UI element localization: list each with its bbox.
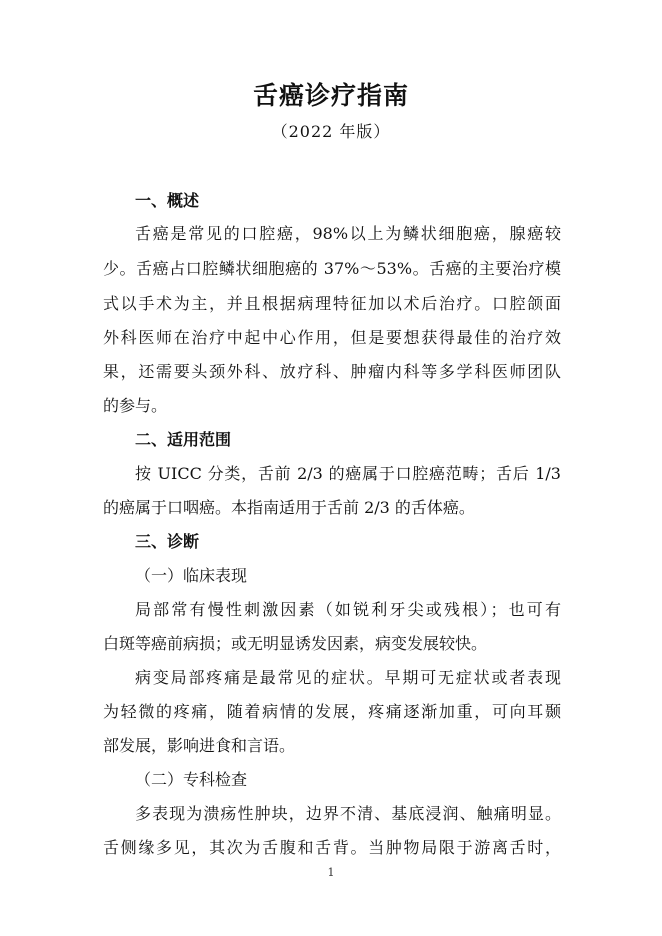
paragraph-line: 的参与。 [103, 396, 168, 415]
section-heading-scope: 二、适用范围 [135, 430, 232, 449]
paragraph-line: 为轻微的疼痛，随着病情的发展，疼痛逐渐加重，可向耳颞 [103, 702, 561, 721]
paragraph-line: 病变局部疼痛是最常见的症状。早期可无症状或者表现 [135, 668, 561, 687]
paragraph-line: 舌侧缘多见，其次为舌腹和舌背。当肿物局限于游离舌时， [103, 838, 561, 857]
paragraph-line: 舌癌是常见的口腔癌，98%以上为鳞状细胞癌，腺癌较 [135, 224, 561, 243]
paragraph-line: 式以手术为主，并且根据病理特征加以术后治疗。口腔颌面 [103, 294, 561, 313]
paragraph-line: 局部常有慢性刺激因素（如锐利牙尖或残根）；也可有 [135, 600, 561, 619]
paragraph-line: 少。舌癌占口腔鳞状细胞癌的 37%～53%。舌癌的主要治疗模 [103, 259, 561, 278]
paragraph-line: 部发展，影响进食和言语。 [103, 736, 296, 755]
paragraph-line: 的癌属于口咽癌。本指南适用于舌前 2/3 的舌体癌。 [103, 498, 475, 517]
paragraph-line: 多表现为溃疡性肿块，边界不清、基底浸润、触痛明显。 [135, 804, 561, 823]
document-edition: （2022 年版） [271, 122, 391, 141]
section-heading-diagnosis: 三、诊断 [135, 532, 200, 551]
paragraph-line: 白斑等癌前病损；或无明显诱发因素，病变发展较快。 [103, 634, 488, 653]
subsection-heading-exam: （二）专科检查 [135, 770, 248, 789]
document-title: 舌癌诊疗指南 [252, 81, 409, 110]
paragraph-line: 按 UICC 分类，舌前 2/3 的癌属于口腔癌范畴；舌后 1/3 [135, 464, 561, 483]
subsection-heading-clinical: （一）临床表现 [135, 566, 248, 585]
paragraph-line: 外科医师在治疗中起中心作用，但是要想获得最佳的治疗效 [103, 328, 561, 347]
paragraph-line: 果，还需要头颈外科、放疗科、肿瘤内科等多学科医师团队 [103, 362, 561, 381]
page-number: 1 [327, 866, 335, 879]
section-heading-overview: 一、概述 [135, 191, 200, 210]
